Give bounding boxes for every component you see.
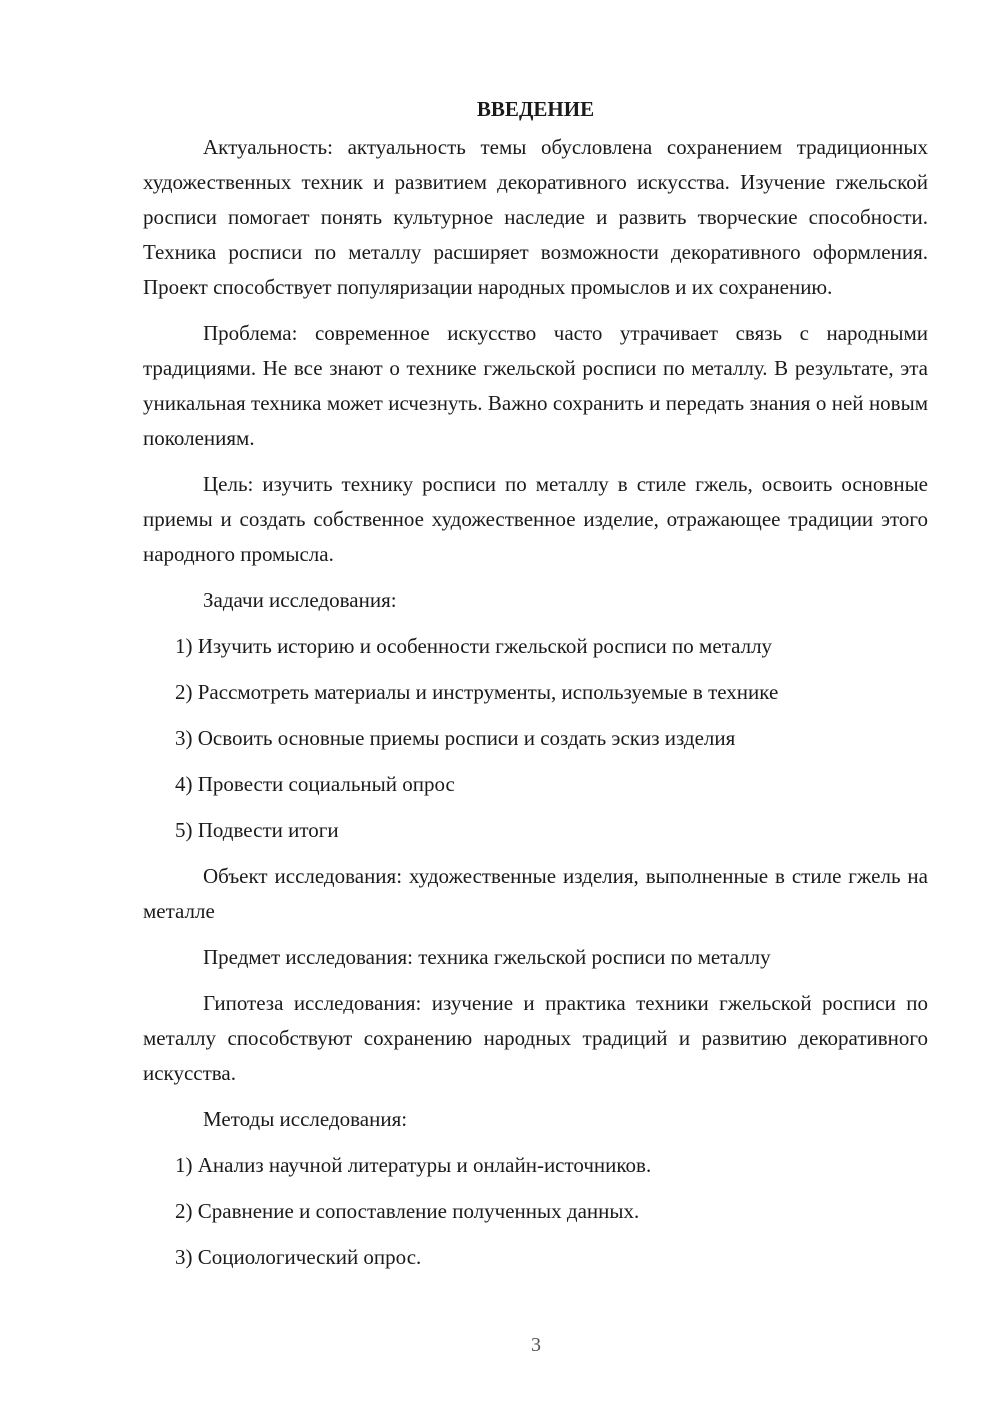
object-paragraph: Объект исследования: художественные изделия, выполненные в стиле гжель на металле — [143, 864, 928, 923]
section-heading: ВВЕДЕНИЕ — [476, 97, 595, 121]
page-number: 3 — [531, 1334, 541, 1356]
list-item: 2) Рассмотреть материалы и инструменты, используемые в технике — [175, 680, 779, 704]
tasks-list — [143, 629, 928, 848]
methods-list — [143, 1148, 928, 1275]
list-item: 5) Подвести итоги — [175, 818, 339, 842]
list-item: 2) Сравнение и сопоставление полученных данных. — [175, 1199, 640, 1223]
tasks-title: Задачи исследования: — [203, 588, 397, 612]
relevance-paragraph: Актуальность: актуальность темы обусловлена сохранением традиционных художественных техник и развитием декоративного искусства. Изучение гжельской росписи помогает понять культурное наследие и развить творческие способности. Техника росписи по металлу расширяет возможности декоративного оформления. Проект способствует популяризации народных промыслов и их сохранению. — [143, 135, 928, 299]
list-item: 1) Анализ научной литературы и онлайн-источников. — [175, 1153, 652, 1177]
problem-paragraph: Проблема: современное искусство часто утрачивает связь с народными традициями. Не все знают о технике гжельской росписи по металлу. В результате, эта уникальная техника может исчезнуть. Важно сохранить и передать знания о ней новым поколениям. — [143, 321, 928, 450]
hypothesis-paragraph: Гипотеза исследования: изучение и практика техники гжельской росписи по металлу способствуют сохранению народных традиций и развитию декоративного искусства. — [143, 991, 928, 1085]
goal-paragraph: Цель: изучить технику росписи по металлу в стиле гжель, освоить основные приемы и создать собственное художественное изделие, отражающее традиции этого народного промысла. — [143, 472, 928, 566]
list-item: 1) Изучить историю и особенности гжельской росписи по металлу — [175, 634, 773, 658]
document-page — [143, 92, 928, 1286]
list-item: 3) Освоить основные приемы росписи и создать эскиз изделия — [175, 726, 736, 750]
list-item: 3) Социологический опрос. — [175, 1245, 422, 1269]
subject-paragraph: Предмет исследования: техника гжельской росписи по металлу — [203, 945, 771, 969]
list-item: 4) Провести социальный опрос — [175, 772, 455, 796]
methods-title: Методы исследования: — [203, 1107, 408, 1131]
